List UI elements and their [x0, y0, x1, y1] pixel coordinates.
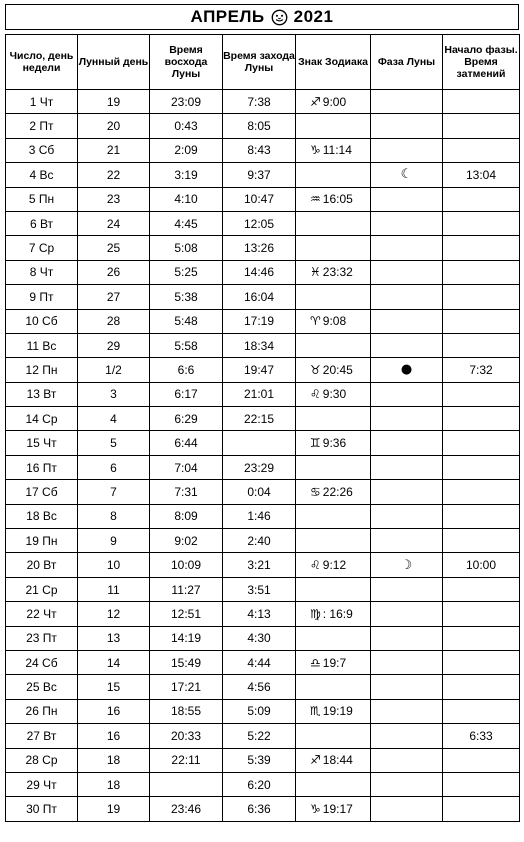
table-row: [6, 553, 520, 577]
cell-zodiac: [296, 748, 371, 772]
table-row: [6, 602, 520, 626]
zodiac-time: 20:45: [322, 362, 353, 377]
cell-moonset: 13:26: [223, 236, 296, 260]
cell-moon-phase: [371, 577, 443, 601]
cell-lunar-day: 4: [78, 407, 150, 431]
cell-zodiac: [296, 602, 371, 626]
cell-phase-start: [443, 333, 520, 357]
cell-lunar-day: 19: [78, 90, 150, 114]
zodiac-sign-icon: ♑: [310, 143, 321, 158]
cell-date: 11 Вс: [6, 333, 78, 357]
cell-lunar-day: 7: [78, 480, 150, 504]
cell-zodiac: [296, 138, 371, 162]
cell-moon-phase: [371, 529, 443, 553]
table-row: [6, 285, 520, 309]
cell-zodiac: [296, 626, 371, 650]
table-row: [6, 529, 520, 553]
col-header-moon-phase: Фаза Луны: [371, 35, 443, 90]
cell-moonrise: 8:09: [150, 504, 223, 528]
cell-phase-start: [443, 382, 520, 406]
cell-moonrise: 18:55: [150, 699, 223, 723]
zodiac-sign-icon: ♊: [310, 436, 321, 451]
cell-moonrise: 14:19: [150, 626, 223, 650]
cell-phase-start: [443, 675, 520, 699]
cell-moonset: 12:05: [223, 211, 296, 235]
zodiac-sign-icon: ♎: [310, 655, 321, 670]
table-row: [6, 382, 520, 406]
cell-moonset: 6:36: [223, 797, 296, 821]
cell-zodiac: [296, 260, 371, 284]
zodiac-sign-icon: ♐: [310, 94, 321, 109]
col-header-lunar-day: Лунный день: [78, 35, 150, 90]
cell-moonset: 5:22: [223, 724, 296, 748]
table-row: [6, 407, 520, 431]
cell-moon-phase: [371, 504, 443, 528]
cell-lunar-day: 10: [78, 553, 150, 577]
cell-lunar-day: 20: [78, 114, 150, 138]
cell-moonset: 4:30: [223, 626, 296, 650]
cell-lunar-day: 25: [78, 236, 150, 260]
cell-lunar-day: 29: [78, 333, 150, 357]
cell-phase-start: 6:33: [443, 724, 520, 748]
table-row: [6, 748, 520, 772]
cell-moonrise: 20:33: [150, 724, 223, 748]
cell-date: 8 Чт: [6, 260, 78, 284]
cell-moonset: 5:39: [223, 748, 296, 772]
cell-date: 6 Вт: [6, 211, 78, 235]
zodiac-sign-icon: ♏: [310, 704, 321, 719]
cell-date: 17 Сб: [6, 480, 78, 504]
table-row: [6, 431, 520, 455]
cell-moon-phase: [371, 553, 443, 577]
zodiac-time: 16:05: [322, 192, 353, 207]
cell-lunar-day: 19: [78, 797, 150, 821]
cell-zodiac: [296, 724, 371, 748]
col-header-moonset: Время захода Луны: [223, 35, 296, 90]
cell-lunar-day: 18: [78, 772, 150, 796]
zodiac-time: : 16:9: [322, 606, 353, 621]
cell-phase-start: [443, 529, 520, 553]
cell-phase-start: [443, 797, 520, 821]
cell-moon-phase: [371, 114, 443, 138]
cell-phase-start: 7:32: [443, 358, 520, 382]
lunar-table: [5, 34, 520, 822]
cell-moonset: 7:38: [223, 90, 296, 114]
cell-moonrise: 5:38: [150, 285, 223, 309]
zodiac-time: 9:00: [322, 94, 347, 109]
table-row: [6, 650, 520, 674]
cell-date: 7 Ср: [6, 236, 78, 260]
cell-moon-phase: [371, 602, 443, 626]
cell-lunar-day: 22: [78, 163, 150, 187]
cell-moonrise: 5:08: [150, 236, 223, 260]
zodiac-sign-icon: ♈: [310, 314, 321, 329]
cell-phase-start: [443, 236, 520, 260]
cell-moonset: 5:09: [223, 699, 296, 723]
table-row: [6, 90, 520, 114]
cell-lunar-day: 14: [78, 650, 150, 674]
cell-zodiac: [296, 650, 371, 674]
cell-moonrise: 0:43: [150, 114, 223, 138]
cell-moonset: 17:19: [223, 309, 296, 333]
cell-moonrise: 11:27: [150, 577, 223, 601]
cell-moonset: 0:04: [223, 480, 296, 504]
table-row: [6, 626, 520, 650]
cell-date: 9 Пт: [6, 285, 78, 309]
cell-zodiac: [296, 699, 371, 723]
cell-phase-start: [443, 504, 520, 528]
table-row: [6, 333, 520, 357]
cell-moonrise: 6:6: [150, 358, 223, 382]
cell-zodiac: [296, 772, 371, 796]
cell-moonset: 3:21: [223, 553, 296, 577]
lunar-calendar-page: [5, 4, 519, 822]
cell-phase-start: [443, 114, 520, 138]
zodiac-time: 23:32: [322, 265, 353, 280]
cell-zodiac: [296, 187, 371, 211]
cell-moon-phase: [371, 480, 443, 504]
cell-zodiac: [296, 90, 371, 114]
cell-lunar-day: 21: [78, 138, 150, 162]
cell-moonrise: 5:48: [150, 309, 223, 333]
cell-moonrise: 7:31: [150, 480, 223, 504]
zodiac-time: 19:19: [322, 704, 353, 719]
cell-moonrise: 6:44: [150, 431, 223, 455]
cell-moon-phase: [371, 358, 443, 382]
zodiac-sign-icon: ♑: [310, 802, 321, 817]
table-row: [6, 577, 520, 601]
cell-moonrise: 17:21: [150, 675, 223, 699]
cell-moonrise: 7:04: [150, 455, 223, 479]
cell-phase-start: [443, 260, 520, 284]
cell-lunar-day: 9: [78, 529, 150, 553]
zodiac-sign-icon: ♌: [310, 558, 321, 573]
moon-phase-icon: ☾: [400, 167, 413, 183]
cell-lunar-day: 16: [78, 724, 150, 748]
cell-moonrise: 2:09: [150, 138, 223, 162]
cell-zodiac: [296, 407, 371, 431]
cell-lunar-day: 6: [78, 455, 150, 479]
moon-face-icon: [271, 9, 288, 26]
zodiac-time: 9:12: [322, 558, 347, 573]
cell-moon-phase: [371, 211, 443, 235]
cell-moon-phase: [371, 626, 443, 650]
cell-date: 25 Вс: [6, 675, 78, 699]
cell-lunar-day: 15: [78, 675, 150, 699]
cell-moon-phase: [371, 90, 443, 114]
cell-moonset: 4:44: [223, 650, 296, 674]
table-row: [6, 211, 520, 235]
cell-date: 22 Чт: [6, 602, 78, 626]
cell-moon-phase: [371, 236, 443, 260]
cell-moon-phase: [371, 407, 443, 431]
table-row: [6, 260, 520, 284]
zodiac-time: 9:36: [322, 436, 347, 451]
col-header-zodiac: Знак Зодиака: [296, 35, 371, 90]
zodiac-time: 9:08: [322, 314, 347, 329]
moon-phase-icon: ☽: [400, 557, 413, 573]
cell-zodiac: [296, 553, 371, 577]
header-row: [6, 35, 520, 90]
cell-moon-phase: [371, 333, 443, 357]
cell-moon-phase: [371, 724, 443, 748]
cell-lunar-day: 3: [78, 382, 150, 406]
cell-phase-start: [443, 407, 520, 431]
table-row: [6, 504, 520, 528]
cell-moonset: 21:01: [223, 382, 296, 406]
cell-moon-phase: [371, 138, 443, 162]
cell-phase-start: [443, 211, 520, 235]
cell-moon-phase: [371, 699, 443, 723]
cell-phase-start: [443, 90, 520, 114]
moon-phase-icon: ●: [400, 362, 413, 378]
zodiac-sign-icon: ♒: [310, 192, 321, 207]
cell-moonset: 18:34: [223, 333, 296, 357]
cell-zodiac: [296, 577, 371, 601]
cell-zodiac: [296, 529, 371, 553]
cell-lunar-day: 28: [78, 309, 150, 333]
zodiac-time: 22:26: [322, 484, 353, 499]
cell-phase-start: [443, 431, 520, 455]
cell-phase-start: [443, 138, 520, 162]
cell-moonset: 14:46: [223, 260, 296, 284]
table-row: [6, 114, 520, 138]
cell-zodiac: [296, 285, 371, 309]
cell-moonset: 23:29: [223, 455, 296, 479]
cell-date: 4 Вс: [6, 163, 78, 187]
zodiac-sign-icon: ♐: [310, 753, 321, 768]
cell-moonrise: [150, 772, 223, 796]
cell-moonrise: 5:58: [150, 333, 223, 357]
cell-moon-phase: [371, 431, 443, 455]
cell-moonset: 8:43: [223, 138, 296, 162]
cell-date: 16 Пт: [6, 455, 78, 479]
col-header-phase-start: Начало фазы. Время затмений: [443, 35, 520, 90]
cell-moon-phase: [371, 187, 443, 211]
cell-moonset: 9:37: [223, 163, 296, 187]
cell-phase-start: [443, 626, 520, 650]
cell-phase-start: 10:00: [443, 553, 520, 577]
table-row: [6, 138, 520, 162]
cell-lunar-day: 23: [78, 187, 150, 211]
cell-zodiac: [296, 333, 371, 357]
cell-date: 21 Ср: [6, 577, 78, 601]
table-row: [6, 675, 520, 699]
zodiac-sign-icon: ♌: [310, 387, 321, 402]
cell-moonset: 16:04: [223, 285, 296, 309]
cell-date: 12 Пн: [6, 358, 78, 382]
cell-phase-start: [443, 748, 520, 772]
cell-lunar-day: 26: [78, 260, 150, 284]
cell-moonrise: 6:29: [150, 407, 223, 431]
table-row: [6, 236, 520, 260]
cell-moonset: 4:56: [223, 675, 296, 699]
cell-zodiac: [296, 236, 371, 260]
table-row: [6, 187, 520, 211]
cell-zodiac: [296, 163, 371, 187]
cell-moonset: 22:15: [223, 407, 296, 431]
table-row: [6, 724, 520, 748]
cell-moonset: 2:40: [223, 529, 296, 553]
cell-date: 1 Чт: [6, 90, 78, 114]
cell-phase-start: [443, 455, 520, 479]
cell-zodiac: [296, 382, 371, 406]
cell-date: 10 Сб: [6, 309, 78, 333]
cell-date: 28 Ср: [6, 748, 78, 772]
table-row: [6, 455, 520, 479]
table-row: [6, 358, 520, 382]
table-row: [6, 309, 520, 333]
cell-moon-phase: [371, 163, 443, 187]
zodiac-sign-icon: ♋: [310, 484, 321, 499]
cell-lunar-day: 8: [78, 504, 150, 528]
cell-moon-phase: [371, 748, 443, 772]
cell-phase-start: 13:04: [443, 163, 520, 187]
table-row: [6, 480, 520, 504]
cell-moonset: 3:51: [223, 577, 296, 601]
cell-lunar-day: 16: [78, 699, 150, 723]
cell-moonset: [223, 431, 296, 455]
cell-date: 27 Вт: [6, 724, 78, 748]
cell-zodiac: [296, 358, 371, 382]
cell-moonrise: 15:49: [150, 650, 223, 674]
cell-moonset: 10:47: [223, 187, 296, 211]
cell-date: 23 Пт: [6, 626, 78, 650]
cell-moon-phase: [371, 382, 443, 406]
cell-moon-phase: [371, 285, 443, 309]
cell-phase-start: [443, 577, 520, 601]
cell-zodiac: [296, 114, 371, 138]
zodiac-sign-icon: ♉: [310, 362, 321, 377]
cell-moonrise: 3:19: [150, 163, 223, 187]
cell-phase-start: [443, 309, 520, 333]
cell-moonset: 19:47: [223, 358, 296, 382]
cell-moonset: 6:20: [223, 772, 296, 796]
cell-moonrise: 12:51: [150, 602, 223, 626]
cell-zodiac: [296, 309, 371, 333]
cell-moonrise: 5:25: [150, 260, 223, 284]
zodiac-time: 19:7: [322, 655, 347, 670]
table-row: [6, 163, 520, 187]
cell-moonrise: 23:09: [150, 90, 223, 114]
cell-lunar-day: 5: [78, 431, 150, 455]
cell-lunar-day: 1/2: [78, 358, 150, 382]
cell-date: 13 Вт: [6, 382, 78, 406]
cell-zodiac: [296, 797, 371, 821]
cell-zodiac: [296, 504, 371, 528]
cell-lunar-day: 27: [78, 285, 150, 309]
zodiac-time: 18:44: [322, 753, 353, 768]
cell-date: 19 Пн: [6, 529, 78, 553]
cell-moonrise: 4:45: [150, 211, 223, 235]
cell-date: 26 Пн: [6, 699, 78, 723]
cell-moonset: 4:13: [223, 602, 296, 626]
cell-phase-start: [443, 699, 520, 723]
cell-moonrise: 22:11: [150, 748, 223, 772]
cell-phase-start: [443, 187, 520, 211]
cell-date: 18 Вс: [6, 504, 78, 528]
cell-moonrise: 23:46: [150, 797, 223, 821]
cell-moon-phase: [371, 455, 443, 479]
col-header-date: Число, день недели: [6, 35, 78, 90]
title-month: АПРЕЛЬ: [190, 7, 265, 26]
cell-zodiac: [296, 675, 371, 699]
cell-moonrise: 9:02: [150, 529, 223, 553]
cell-lunar-day: 24: [78, 211, 150, 235]
cell-moonrise: 4:10: [150, 187, 223, 211]
cell-phase-start: [443, 772, 520, 796]
cell-date: 15 Чт: [6, 431, 78, 455]
zodiac-sign-icon: ♓: [310, 265, 321, 280]
cell-moon-phase: [371, 797, 443, 821]
cell-date: 2 Пт: [6, 114, 78, 138]
cell-moon-phase: [371, 772, 443, 796]
table-row: [6, 772, 520, 796]
cell-moonrise: 6:17: [150, 382, 223, 406]
cell-lunar-day: 18: [78, 748, 150, 772]
table-row: [6, 699, 520, 723]
cell-date: 5 Пн: [6, 187, 78, 211]
cell-moonset: 1:46: [223, 504, 296, 528]
cell-phase-start: [443, 480, 520, 504]
cell-phase-start: [443, 602, 520, 626]
cell-moon-phase: [371, 260, 443, 284]
title-year: 2021: [293, 7, 334, 26]
cell-moon-phase: [371, 650, 443, 674]
zodiac-time: 9:30: [322, 387, 347, 402]
cell-date: 20 Вт: [6, 553, 78, 577]
col-header-moonrise: Время восхода Луны: [150, 35, 223, 90]
zodiac-time: 11:14: [322, 143, 352, 158]
cell-moon-phase: [371, 309, 443, 333]
cell-zodiac: [296, 480, 371, 504]
cell-date: 14 Ср: [6, 407, 78, 431]
zodiac-time: 19:17: [322, 802, 353, 817]
cell-moon-phase: [371, 675, 443, 699]
cell-moonrise: 10:09: [150, 553, 223, 577]
cell-date: 29 Чт: [6, 772, 78, 796]
cell-date: 30 Пт: [6, 797, 78, 821]
cell-zodiac: [296, 211, 371, 235]
cell-moonset: 8:05: [223, 114, 296, 138]
zodiac-sign-icon: ♍: [310, 606, 321, 621]
cell-lunar-day: 13: [78, 626, 150, 650]
cell-date: 24 Сб: [6, 650, 78, 674]
cell-lunar-day: 12: [78, 602, 150, 626]
table-row: [6, 797, 520, 821]
cell-zodiac: [296, 455, 371, 479]
cell-zodiac: [296, 431, 371, 455]
cell-phase-start: [443, 650, 520, 674]
cell-date: 3 Сб: [6, 138, 78, 162]
page-title: [5, 4, 519, 30]
cell-phase-start: [443, 285, 520, 309]
cell-lunar-day: 11: [78, 577, 150, 601]
